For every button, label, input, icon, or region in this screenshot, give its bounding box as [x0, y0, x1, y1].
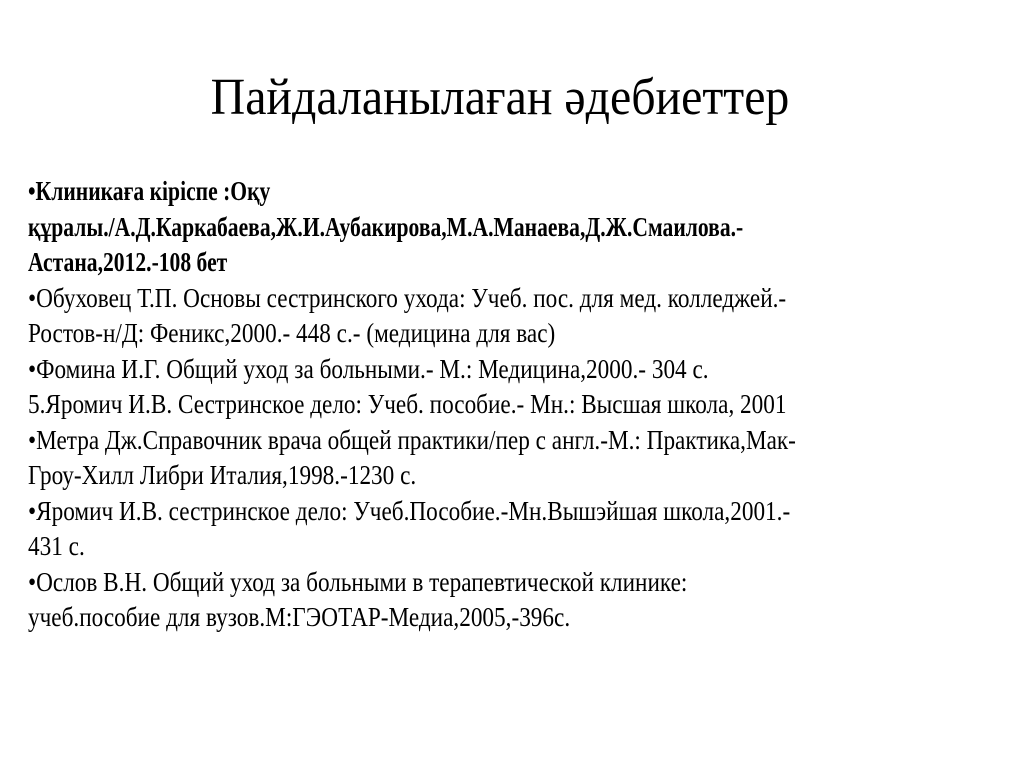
- reference-item: [28, 423, 1024, 494]
- reference-line: Ростов-н/Д: Феникс,2000.- 448 с.- (медицина для вас): [28, 318, 556, 348]
- reference-item: [28, 565, 1024, 636]
- reference-line: •Обуховец Т.П. Основы сестринского ухода: Учеб. пос. для мед. колледжей.-: [28, 282, 787, 313]
- reference-item: [28, 352, 1024, 423]
- reference-line: 5.Яромич И.В. Сестринское дело: Учеб. пособие.- Мн.: Высшая школа, 2001: [28, 389, 787, 419]
- reference-line: •Яромич И.В. сестринское дело: Учеб.Пособие.-Мн.Вышэйшая школа,2001.-: [28, 495, 791, 526]
- reference-item: [28, 494, 1024, 565]
- reference-line: •Клиникаға кіріспе :Оқу: [28, 176, 271, 206]
- reference-line: •Фомина И.Г. Общий уход за больными.- М.: Медицина,2000.- 304 с.: [28, 353, 709, 384]
- reference-line: •Ослов В.Н. Общий уход за больными в терапевтической клинике:: [28, 566, 688, 597]
- reference-item: [28, 174, 1024, 281]
- reference-line: Гроу-Хилл Либри Италия,1998.-1230 с.: [28, 460, 417, 490]
- reference-line: •Метра Дж.Справочник врача общей практики/пер с англ.-М.: Практика,Мак-: [28, 424, 796, 455]
- reference-line: Астана,2012.-108 бет: [28, 247, 228, 277]
- reference-item: [28, 281, 1024, 352]
- page-title: Пайдаланылаған әдебиеттер: [210, 69, 790, 126]
- reference-line: 431 с.: [28, 531, 85, 561]
- reference-line: учеб.пособие для вузов.М:ГЭОТАР-Медиа,2005,-396с.: [28, 602, 571, 632]
- reference-line: құралы./А.Д.Каркабаева,Ж.И.Аубакирова,М.А.Манаева,Д.Ж.Смаилова.-: [28, 211, 744, 242]
- reference-list: [28, 174, 1024, 636]
